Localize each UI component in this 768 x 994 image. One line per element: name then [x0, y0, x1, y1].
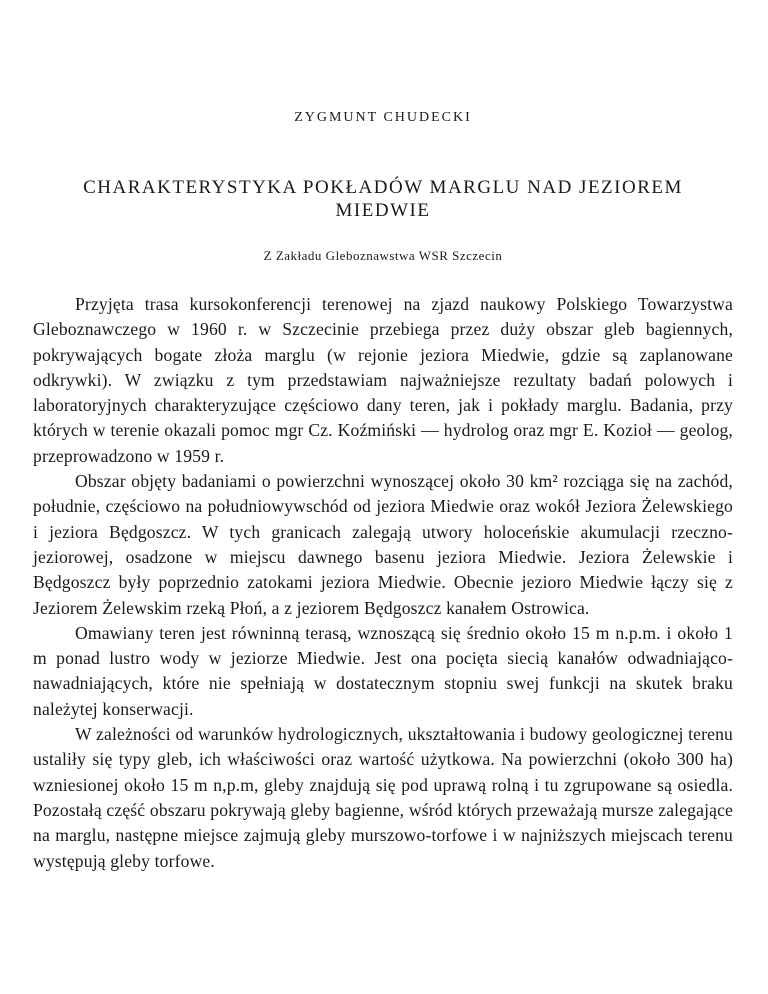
title-line-1: CHARAKTERYSTYKA POKŁADÓW MARGLU NAD JEZIOREM: [83, 177, 683, 198]
paragraph-1: Przyjęta trasa kursokonferencji terenowej na zjazd naukowy Polskiego Towarzystwa Gleboznawczego w 1960 r. w Szczecinie przebiega przez duży obszar gleb bagiennych, pokrywających bogate złoża marglu (w rejonie jeziora Miedwie, gdzie są zaplanowane odkrywki). W związku z tym przedstawiam najważniejsze rezultaty badań polowych i laboratoryjnych charakteryzujące częściowo dany teren, jak i pokłady marglu. Badania, przy których w terenie okazali pomoc mgr Cz. Koźmiński — hydrolog oraz mgr E. Kozioł — geolog, przeprowadzono w 1959 r.: [33, 294, 733, 466]
author-name: ZYGMUNT CHUDECKI: [294, 110, 472, 125]
paragraph-4: W zależności od warunków hydrologicznych, ukształtowania i budowy geologicznej terenu ustaliły się typy gleb, ich właściwości oraz wartość użytkowa. Na powierzchni (około 300 ha) wzniesionej około 15 m n,p.m, gleby znajdują się pod uprawą rolną i tu zgrupowane są osiedla. Pozostałą część obszaru pokrywają gleby bagienne, wśród których przeważają mursze zalegające na marglu, następne miejsce zajmują gleby murszowo-torfowe i w najniższych miejscach terenu występują gleby torfowe.: [33, 724, 733, 871]
affiliation: Z Zakładu Gleboznawstwa WSR Szczecin: [263, 248, 503, 263]
article-title: [33, 176, 733, 222]
article-body: [33, 292, 733, 874]
paragraph-3: Omawiany teren jest równinną terasą, wznoszącą się średnio około 15 m n.p.m. i około 1 m ponad lustro wody w jeziorze Miedwie. Jest ona pocięta siecią kanałów odwadniająco-nawadniających, które nie spełniają w dostatecznym stopniu swej funkcji na skutek braku należytej konserwacji.: [33, 622, 733, 719]
title-line-2: MIEDWIE: [335, 200, 431, 221]
paragraph-2: Obszar objęty badaniami o powierzchni wynoszącej około 30 km² rozciąga się na zachód, południe, częściowo na południowywschód od jeziora Miedwie oraz wokół Jeziora Żelewskiego i jeziora Będgoszcz. W tych granicach zalegają utwory holoceńskie akumulacji rzeczno-jeziorowej, osadzone w miejscu dawnego basenu jeziora Miedwie. Jeziora Żelewskie i Będgoszcz były poprzednio zatokami jeziora Miedwie. Obecnie jezioro Miedwie łączy się z Jeziorem Żelewskim rzeką Płoń, a z jeziorem Będgoszcz kanałem Ostrowica.: [33, 471, 733, 618]
article-page: [33, 110, 733, 874]
